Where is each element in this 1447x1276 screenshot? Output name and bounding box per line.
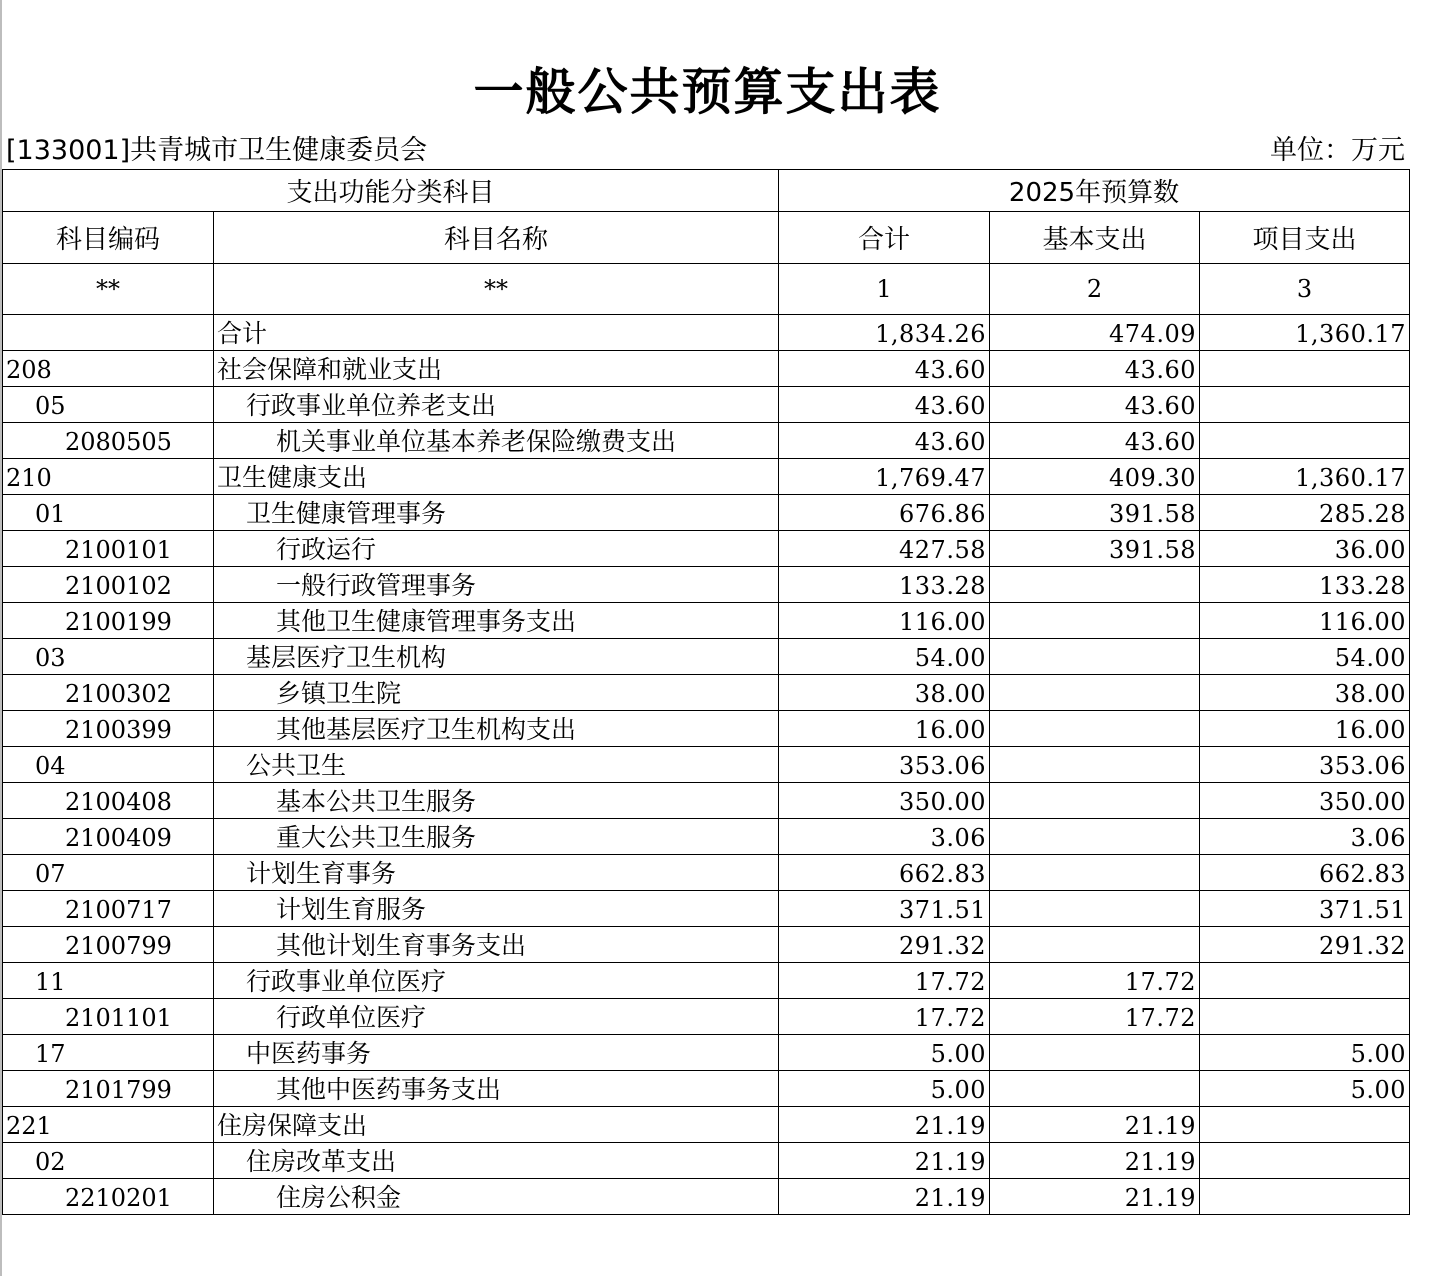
cell-name[interactable]: 行政运行 [214,531,779,567]
table-row[interactable] [3,891,1410,927]
cell-basic[interactable] [990,567,1200,603]
budget-table [2,169,1410,1215]
cell-total[interactable]: 21.19 [779,1143,990,1179]
cell-code[interactable]: 2101799 [3,1071,214,1107]
header-index-row [3,264,1410,315]
cell-name[interactable]: 其他中医药事务支出 [214,1071,779,1107]
cell-project[interactable]: 1,360.17 [1200,315,1410,351]
cell-basic[interactable] [990,783,1200,819]
cell-total[interactable]: 17.72 [779,999,990,1035]
cell-project[interactable] [1200,1143,1410,1179]
cell-project[interactable]: 16.00 [1200,711,1410,747]
cell-total[interactable]: 38.00 [779,675,990,711]
cell-basic[interactable]: 43.60 [990,351,1200,387]
cell-project[interactable] [1200,1107,1410,1143]
cell-project[interactable]: 353.06 [1200,747,1410,783]
cell-basic[interactable]: 391.58 [990,531,1200,567]
index-total: 1 [779,264,990,315]
cell-project[interactable]: 1,360.17 [1200,459,1410,495]
cell-code[interactable]: 208 [3,351,214,387]
cell-basic[interactable]: 21.19 [990,1143,1200,1179]
table-row[interactable] [3,819,1410,855]
cell-code[interactable]: 2100799 [3,927,214,963]
cell-name[interactable]: 计划生育服务 [214,891,779,927]
cell-code[interactable]: 2080505 [3,423,214,459]
cell-total[interactable]: 371.51 [779,891,990,927]
cell-total[interactable]: 17.72 [779,963,990,999]
table-row[interactable] [3,999,1410,1035]
cell-project[interactable]: 116.00 [1200,603,1410,639]
cell-code[interactable]: 01 [3,495,214,531]
cell-total[interactable]: 43.60 [779,351,990,387]
header-total: 合计 [779,212,990,264]
table-row[interactable] [3,351,1410,387]
cell-code[interactable]: 2100717 [3,891,214,927]
index-project: 3 [1200,264,1410,315]
cell-project[interactable]: 5.00 [1200,1071,1410,1107]
table-row[interactable] [3,927,1410,963]
cell-basic[interactable] [990,639,1200,675]
cell-total[interactable]: 16.00 [779,711,990,747]
cell-code[interactable]: 02 [3,1143,214,1179]
cell-total[interactable]: 350.00 [779,783,990,819]
cell-code[interactable]: 2100409 [3,819,214,855]
table-row[interactable] [3,639,1410,675]
cell-code[interactable]: 07 [3,855,214,891]
table-row[interactable] [3,459,1410,495]
cell-project[interactable]: 5.00 [1200,1035,1410,1071]
table-row[interactable] [3,1107,1410,1143]
cell-name[interactable]: 其他卫生健康管理事务支出 [214,603,779,639]
table-row[interactable] [3,567,1410,603]
cell-basic[interactable]: 391.58 [990,495,1200,531]
index-name: ** [214,264,779,315]
cell-code[interactable]: 2100199 [3,603,214,639]
cell-basic[interactable]: 409.30 [990,459,1200,495]
header-group-row [3,170,1410,212]
cell-basic[interactable] [990,927,1200,963]
header-basic: 基本支出 [990,212,1200,264]
table-row[interactable] [3,1179,1410,1215]
cell-name[interactable]: 行政单位医疗 [214,999,779,1035]
cell-basic[interactable] [990,855,1200,891]
cell-name[interactable]: 计划生育事务 [214,855,779,891]
cell-code[interactable] [3,315,214,351]
table-row[interactable] [3,963,1410,999]
cell-basic[interactable] [990,891,1200,927]
cell-total[interactable]: 427.58 [779,531,990,567]
table-row[interactable] [3,495,1410,531]
cell-project[interactable]: 54.00 [1200,639,1410,675]
cell-basic[interactable] [990,1035,1200,1071]
cell-project[interactable]: 285.28 [1200,495,1410,531]
cell-basic[interactable] [990,603,1200,639]
header-project: 项目支出 [1200,212,1410,264]
cell-name[interactable]: 中医药事务 [214,1035,779,1071]
cell-name[interactable]: 住房保障支出 [214,1107,779,1143]
cell-basic[interactable]: 43.60 [990,387,1200,423]
cell-basic[interactable]: 17.72 [990,963,1200,999]
cell-total[interactable]: 1,834.26 [779,315,990,351]
table-row[interactable] [3,675,1410,711]
cell-code[interactable]: 03 [3,639,214,675]
cell-project[interactable] [1200,351,1410,387]
cell-basic[interactable] [990,747,1200,783]
cell-code[interactable]: 221 [3,1107,214,1143]
unit-label: 单位：万元 [1270,135,1405,166]
cell-name[interactable]: 住房改革支出 [214,1143,779,1179]
cell-name[interactable]: 卫生健康管理事务 [214,495,779,531]
page-title: 一般公共预算支出表 [473,62,942,121]
cell-project[interactable] [1200,387,1410,423]
cell-basic[interactable]: 474.09 [990,315,1200,351]
cell-code[interactable]: 05 [3,387,214,423]
cell-basic[interactable] [990,711,1200,747]
table-row[interactable] [3,783,1410,819]
cell-code[interactable]: 2100399 [3,711,214,747]
cell-basic[interactable] [990,819,1200,855]
cell-code[interactable]: 2101101 [3,999,214,1035]
index-code: ** [3,264,214,315]
table-row[interactable] [3,315,1410,351]
index-basic: 2 [990,264,1200,315]
cell-total[interactable]: 54.00 [779,639,990,675]
cell-basic[interactable] [990,675,1200,711]
cell-code[interactable]: 2100408 [3,783,214,819]
cell-project[interactable] [1200,423,1410,459]
header-code: 科目编码 [3,212,214,264]
cell-code[interactable]: 2210201 [3,1179,214,1215]
cell-name[interactable]: 社会保障和就业支出 [214,351,779,387]
cell-total[interactable]: 116.00 [779,603,990,639]
cell-project[interactable]: 3.06 [1200,819,1410,855]
cell-code[interactable]: 11 [3,963,214,999]
table-row[interactable] [3,1143,1410,1179]
table-row[interactable] [3,747,1410,783]
table-row[interactable] [3,531,1410,567]
cell-code[interactable]: 2100302 [3,675,214,711]
table-row[interactable] [3,603,1410,639]
cell-name[interactable]: 公共卫生 [214,747,779,783]
header-function-class: 支出功能分类科目 [3,170,779,212]
cell-project[interactable]: 38.00 [1200,675,1410,711]
cell-total[interactable]: 43.60 [779,387,990,423]
cell-total[interactable]: 43.60 [779,423,990,459]
table-row[interactable] [3,855,1410,891]
cell-project[interactable] [1200,963,1410,999]
cell-total[interactable]: 662.83 [779,855,990,891]
cell-code[interactable]: 210 [3,459,214,495]
cell-total[interactable]: 133.28 [779,567,990,603]
cell-project[interactable]: 350.00 [1200,783,1410,819]
cell-project[interactable]: 36.00 [1200,531,1410,567]
cell-project[interactable]: 371.51 [1200,891,1410,927]
table-row[interactable] [3,423,1410,459]
cell-total[interactable]: 3.06 [779,819,990,855]
cell-project[interactable]: 291.32 [1200,927,1410,963]
cell-basic[interactable] [990,1071,1200,1107]
cell-name[interactable]: 基本公共卫生服务 [214,783,779,819]
cell-total[interactable]: 1,769.47 [779,459,990,495]
table-row[interactable] [3,711,1410,747]
cell-project[interactable] [1200,999,1410,1035]
cell-name[interactable]: 基层医疗卫生机构 [214,639,779,675]
cell-name[interactable]: 行政事业单位养老支出 [214,387,779,423]
cell-name[interactable]: 卫生健康支出 [214,459,779,495]
cell-name[interactable]: 机关事业单位基本养老保险缴费支出 [214,423,779,459]
cell-name[interactable]: 乡镇卫生院 [214,675,779,711]
cell-total[interactable]: 5.00 [779,1035,990,1071]
header-column-row [3,212,1410,264]
table-row[interactable] [3,387,1410,423]
cell-project[interactable]: 662.83 [1200,855,1410,891]
cell-name[interactable]: 合计 [214,315,779,351]
cell-basic[interactable]: 17.72 [990,999,1200,1035]
cell-basic[interactable]: 43.60 [990,423,1200,459]
cell-name[interactable]: 一般行政管理事务 [214,567,779,603]
cell-total[interactable]: 21.19 [779,1107,990,1143]
table-row[interactable] [3,1035,1410,1071]
cell-total[interactable]: 291.32 [779,927,990,963]
cell-basic[interactable]: 21.19 [990,1179,1200,1215]
table-row[interactable] [3,1071,1410,1107]
cell-code[interactable]: 17 [3,1035,214,1071]
cell-total[interactable]: 21.19 [779,1179,990,1215]
cell-name[interactable]: 其他基层医疗卫生机构支出 [214,711,779,747]
cell-total[interactable]: 353.06 [779,747,990,783]
header-budget-year: 2025年预算数 [779,170,1410,212]
cell-basic[interactable]: 21.19 [990,1107,1200,1143]
cell-total[interactable]: 5.00 [779,1071,990,1107]
cell-project[interactable] [1200,1179,1410,1215]
cell-name[interactable]: 住房公积金 [214,1179,779,1215]
cell-code[interactable]: 04 [3,747,214,783]
cell-code[interactable]: 2100101 [3,531,214,567]
organization-label: [133001]共青城市卫生健康委员会 [6,135,428,166]
cell-code[interactable]: 2100102 [3,567,214,603]
header-name: 科目名称 [214,212,779,264]
cell-name[interactable]: 行政事业单位医疗 [214,963,779,999]
cell-name[interactable]: 重大公共卫生服务 [214,819,779,855]
cell-total[interactable]: 676.86 [779,495,990,531]
cell-name[interactable]: 其他计划生育事务支出 [214,927,779,963]
cell-project[interactable]: 133.28 [1200,567,1410,603]
